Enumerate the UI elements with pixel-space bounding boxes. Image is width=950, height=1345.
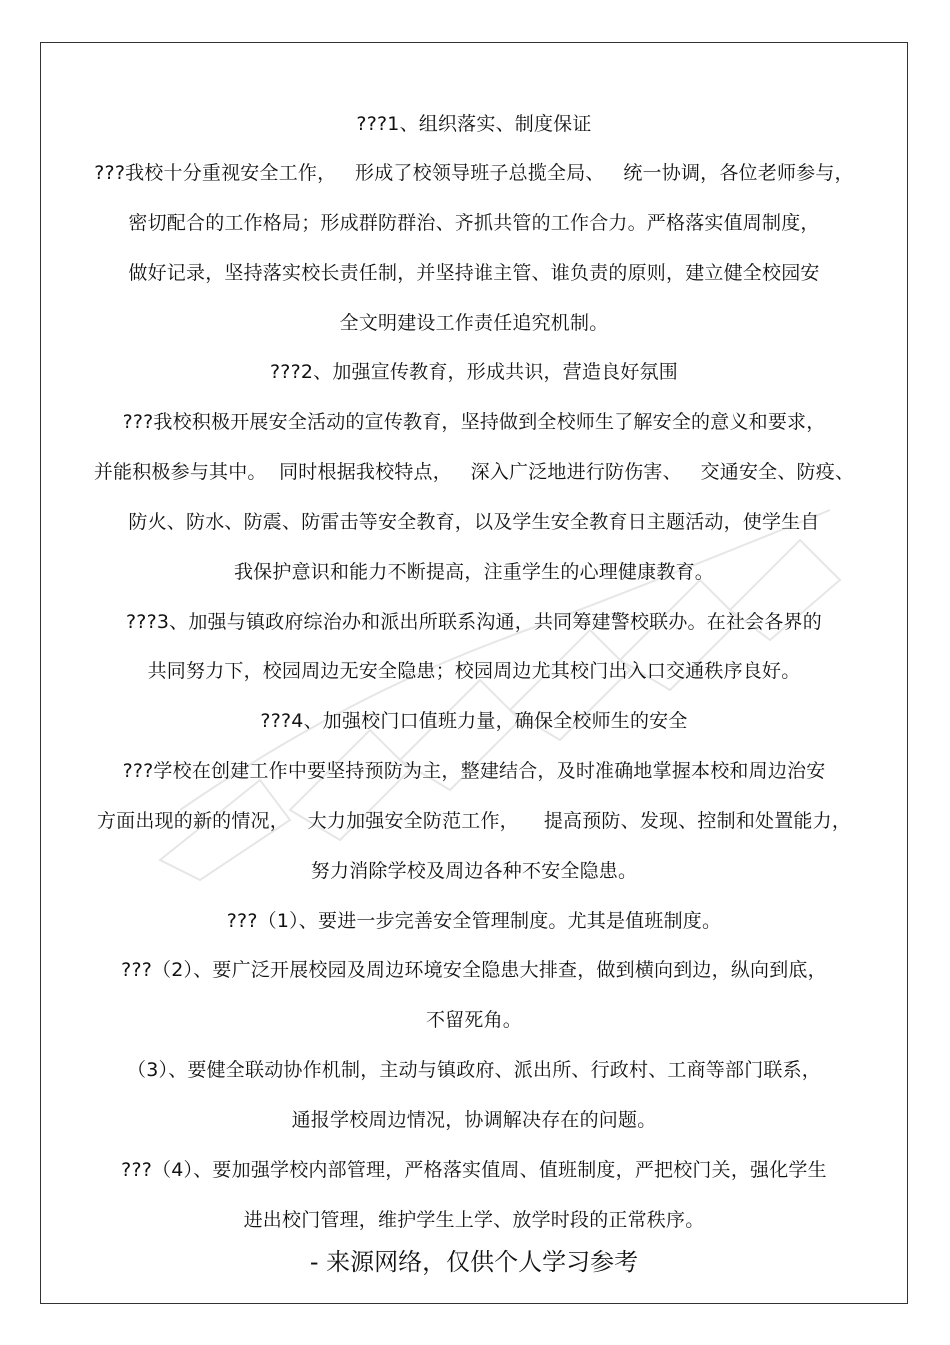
paragraph-line: 进出校门管理，维护学生上学、放学时段的正常秩序。	[243, 1209, 705, 1231]
paragraph-line: 共同努力下，校园周边无安全隐患；校园周边尤其校门出入口交通秩序良好。	[147, 660, 801, 682]
section-heading-1: ???1、组织落实、制度保证	[356, 113, 592, 135]
paragraph-line: 防火、防水、防震、防雷击等安全教育，以及学生安全教育日主题活动，使学生自	[128, 511, 820, 533]
paragraph-line: 全文明建设工作责任追究机制。	[339, 312, 609, 334]
paragraph-line: 做好记录，坚持落实校长责任制，并坚持谁主管、谁负责的原则，建立健全校园安	[128, 262, 820, 284]
paragraph-line: 通报学校周边情况，协调解决存在的问题。	[291, 1109, 657, 1131]
paragraph-line: 方面出现的新的情况， 大力加强安全防范工作， 提高预防、发现、控制和处置能力，	[96, 810, 852, 832]
paragraph-line: 不留死角。	[425, 1009, 522, 1031]
paragraph-line: ???我校积极开展安全活动的宣传教育，坚持做到全校师生了解安全的意义和要求，	[122, 411, 826, 433]
paragraph-line: 我保护意识和能力不断提高，注重学生的心理健康教育。	[233, 561, 714, 583]
section-heading-3: ???3、加强与镇政府综治办和派出所联系沟通，共同筹建警校联办。在社会各界的	[126, 611, 822, 633]
paragraph-line: 并能积极参与其中。 同时根据我校特点， 深入广泛地进行防伤害、 交通安全、防疫、	[93, 461, 855, 483]
paragraph-line: ???学校在创建工作中要坚持预防为主，整建结合，及时准确地掌握本校和周边治安	[122, 760, 826, 782]
section-heading-2: ???2、加强宣传教育，形成共识，营造良好氛围	[270, 361, 678, 383]
list-item: ???（1）、要进一步完善安全管理制度。尤其是值班制度。	[226, 910, 722, 932]
list-item: ???（2）、要广泛开展校园及周边环境安全隐患大排查，做到横向到边，纵向到底，	[121, 959, 827, 981]
paragraph-line: 努力消除学校及周边各种不安全隐患。	[310, 860, 638, 882]
paragraph-line: ???我校十分重视安全工作， 形成了校领导班子总揽全局、 统一协调，各位老师参与，	[94, 162, 854, 184]
source-footer: - 来源网络，仅供个人学习参考	[309, 1248, 639, 1276]
list-item: （3）、要健全联动协作机制，主动与镇政府、派出所、行政村、工商等部门联系，	[127, 1059, 821, 1081]
paragraph-line: 密切配合的工作格局；形成群防群治、齐抓共管的工作合力。严格落实值周制度，	[128, 212, 820, 234]
section-heading-4: ???4、加强校门口值班力量，确保全校师生的安全	[260, 710, 688, 732]
list-item: ???（4）、要加强学校内部管理，严格落实值周、值班制度，严把校门关，强化学生	[121, 1159, 827, 1181]
